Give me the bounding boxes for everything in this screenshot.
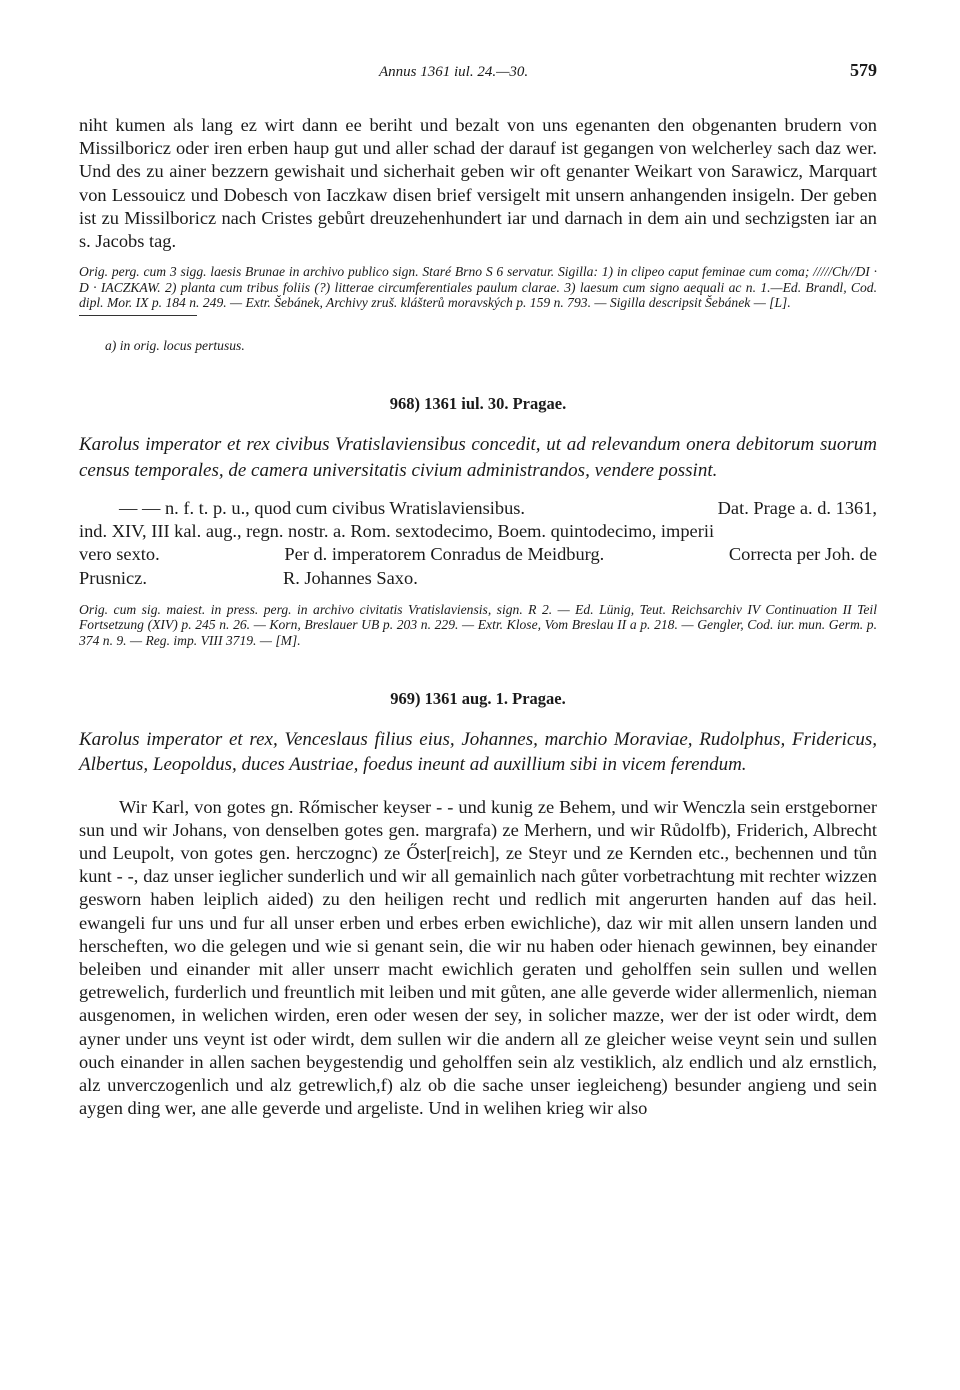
- document-page: [79, 60, 877, 1120]
- entry-heading: 969) 1361 aug. 1. Pragae.: [390, 688, 566, 708]
- charter-text-continuation: niht kumen als lang ez wirt dann ee beriht und bezalt von uns egenanten den obgenanten brudern von Missilboricz oder iren erben haup gut und aller schad der darauf ist gegangen von welcherley sach daz wer. Und des zu ainer bezzern gewishait und sicherhait geben wir oft genanter Weikart von Sarawicz, Marquart von Lessouicz und Dobesch von Iaczkaw disen brief versigelt mit unsern anhangenden insigeln. Der geben ist zu Missilboricz nach Cristes gebůrt dreuzehenhundert iar und darnach in dem ain und sechzigsten iar an s. Jacobs tag.: [79, 115, 877, 252]
- charter-text: [79, 497, 877, 590]
- charter-text: Wir Karl, von gotes gn. Rőmischer keyser - - und kunig ze Behem, und wir Wenczla sein erstgeborner sun und wir Johans, von denselben gotes gen. margrafa) ze Merhern, und wir Růdolfb), Friderich, Albrecht und Leupolt, von gotes gen. herczognc) ze Őster[reich], ze Steyr und ze Kernden etc., bechennen und tůn kunt - -, daz unser ieglicher sunderlich und wir all gemainlich nach gůter vorbetrachtung mit rechter wizzen gesworn haben leiplich aided) zu den heiligen recht und redlich mit angerurten handen auf das heil. ewangeli fur uns und fur all unser erben und erbes erben ewichliche), daz wir mit allen unsern landen und herscheften, wo die gelegen und wie si genant sein, die wir nu haben oder hienach gewinnen, bey einander beleiben und einander mit aller unserr macht ewichlich geraten und geholffen sein sullen und wellen getrewelich, furderlich und freuntlich mit leiben und mit gůten, ane alle geverde wider allermenlich, nieman ausgenomen, in welichen wirden, eren oder wesen der sey, in solicher mazze, wer der ist oder wirdt, dem ayner under uns veynt ist oder wirdt, dem sullen wir die andern all ze gleicher weise veynt sein und sullen ouch einander in allen sachen beygestendig und geholffen sein alz vestiklich, alz endlich und alz ernstlich, alz unverczogenlich und alz getrewlich,f) alz ob die sache unser iegleicheng) besunder angieng und sein aygen ding wer, ane alle geverde und argeliste. Und in welihen krieg wir also: [79, 796, 877, 1119]
- source-note: Orig. cum sig. maiest. in press. perg. in archivo civitatis Vratislaviensis, sign. R 2. — Ed. Lünig, Teut. Reichsarchiv IV Continuation II Teil Fortsetzung (XIV) p. 245 n. 26. — Korn, Breslauer UB p. 203 n. 229. — Extr. Klose, Vom Breslau II a p. 218. — Gengler, Cod. iur. mun. Germ. p. 374 n. 9. — Reg. imp. VIII 3719. — [M].: [79, 601, 877, 648]
- page-number: 579: [850, 60, 877, 80]
- source-note: Orig. perg. cum 3 sigg. laesis Brunae in archivo publico sign. Staré Brno S 6 servatur. Sigilla: 1) in clipeo caput feminae cum coma; /////Ch//DI · D · IACZKAW. 2) planta cum tribus foliis (?) litterae circumferentiales paulum clarae. 3) laesum cum signo aequali ac n. 1.—Ed. Brandl, Cod. dipl. Mor. IX p. 184 n. 249. — Extr. Šebánek, Archivy zruš. klášterů moravských p. 159 n. 793. — Sigilla descripsit Šebánek — [L].: [79, 264, 877, 311]
- text-line: vero sexto. Per d. imperatorem Conradus de Meidburg. Correcta per Joh. de: [79, 544, 877, 565]
- text-line: ind. XIV, III kal. aug., regn. nostr. a. Rom. sextodecimo, Boem. quintodecimo, imperii: [79, 521, 715, 542]
- regest: Karolus imperator et rex civibus Vratislaviensibus concedit, ut ad relevandum onera debitorum suorum census temporales, de camera universitatis civium administrandos, vendere possint.: [79, 434, 877, 481]
- text-line: Prusnicz. R. Johannes Saxo.: [79, 567, 418, 588]
- footnote-divider: [79, 315, 197, 316]
- running-head: Annus 1361 iul. 24.—30.: [379, 64, 529, 80]
- entry-968: [79, 394, 877, 649]
- previous-entry: [79, 114, 877, 354]
- text-line: — — n. f. t. p. u., quod cum civibus Wratislaviensibus. Dat. Prage a. d. 1361,: [119, 498, 877, 518]
- regest: Karolus imperator et rex, Venceslaus filius eius, Johannes, marchio Moraviae, Rudolphus, Fridericus, Albertus, Leopoldus, duces Austriae, foedus ineunt ad auxillium sibi in vicem ferendum.: [79, 728, 877, 776]
- entry-969: [79, 689, 877, 1121]
- page-header: [79, 60, 877, 90]
- footnote: a) in orig. locus pertusus.: [105, 338, 245, 353]
- entry-heading: 968) 1361 iul. 30. Pragae.: [389, 394, 567, 413]
